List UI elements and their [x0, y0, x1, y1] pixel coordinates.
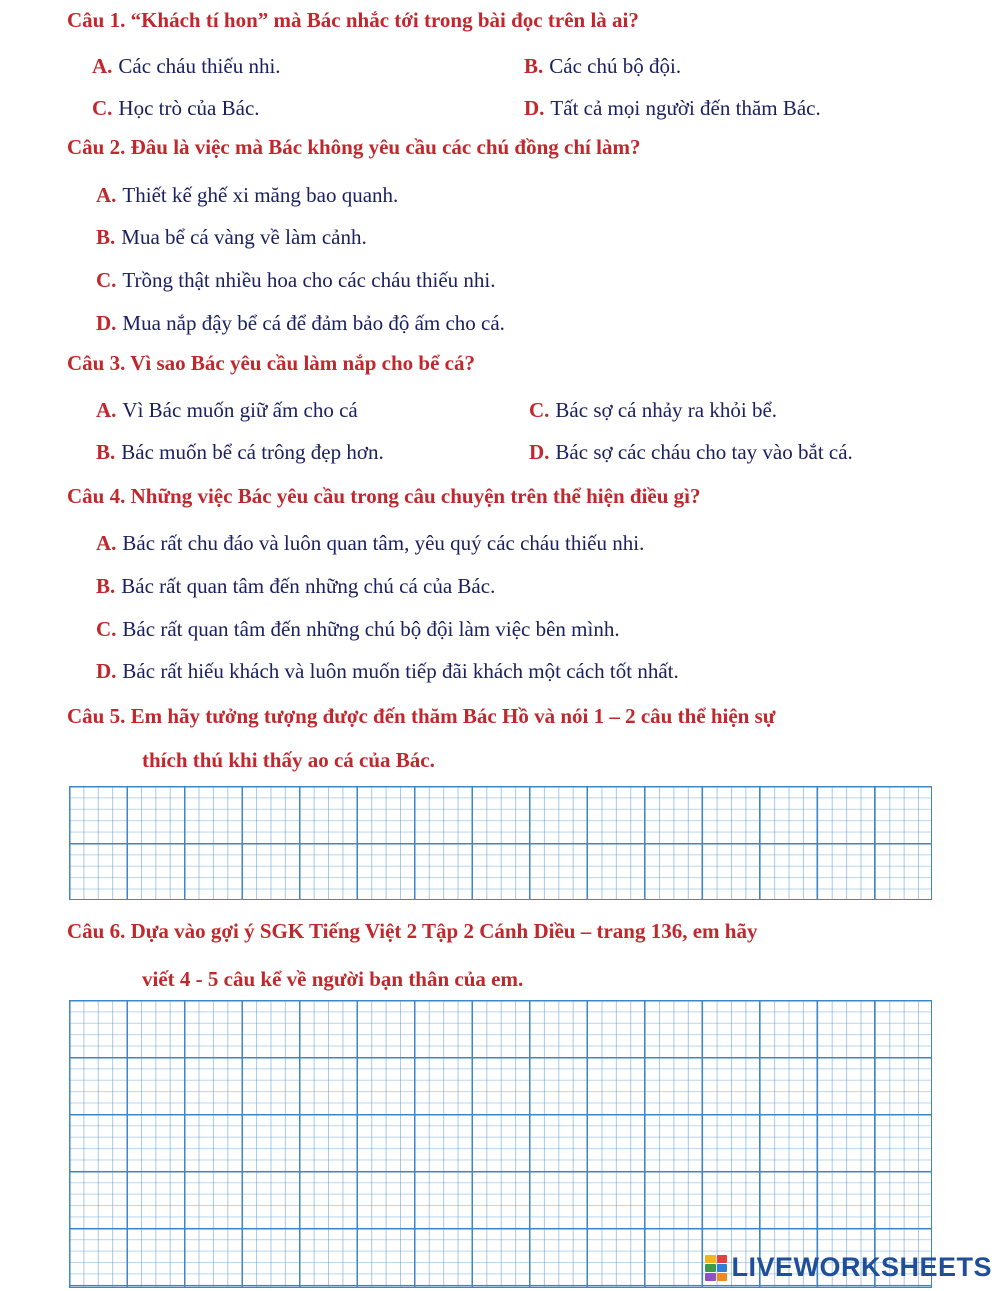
liveworksheets-logo-icon [705, 1255, 727, 1281]
q1-option-a[interactable] [92, 52, 281, 80]
option-text: Các cháu thiếu nhi. [118, 54, 281, 78]
option-letter: A. [96, 398, 117, 422]
option-letter: B. [524, 54, 544, 78]
option-letter: D. [96, 311, 117, 335]
option-letter: C. [529, 398, 550, 422]
question-5-title-continued: thích thú khi thấy ao cá của Bác. [142, 748, 435, 772]
logo-square [717, 1264, 728, 1272]
logo-square [717, 1255, 728, 1263]
q2-option-d[interactable] [96, 309, 505, 337]
option-text: Thiết kế ghế xi măng bao quanh. [122, 183, 399, 207]
option-text: Bác rất quan tâm đến những chú cá của Bác. [121, 574, 496, 598]
q2-option-c[interactable] [96, 266, 495, 294]
option-text: Bác rất hiếu khách và luôn muốn tiếp đãi khách một cách tốt nhất. [122, 659, 679, 683]
question-6-title: Câu 6. Dựa vào gợi ý SGK Tiếng Việt 2 Tập 2 Cánh Diều – trang 136, em hãy [67, 919, 758, 943]
option-letter: C. [96, 617, 117, 641]
q1-option-b[interactable] [524, 52, 681, 80]
q4-option-b[interactable] [96, 572, 495, 600]
q3-option-d[interactable] [529, 438, 853, 466]
option-text: Bác muốn bể cá trông đẹp hơn. [121, 440, 384, 464]
q4-option-d[interactable] [96, 657, 679, 685]
option-text: Các chú bộ đội. [549, 54, 682, 78]
option-letter: D. [529, 440, 550, 464]
question-3-title: Câu 3. Vì sao Bác yêu cầu làm nắp cho bể cá? [67, 351, 475, 375]
option-letter: A. [96, 183, 117, 207]
logo-square [705, 1264, 716, 1272]
question-1-title: Câu 1. “Khách tí hon” mà Bác nhắc tới trong bài đọc trên là ai? [67, 8, 639, 32]
option-text: Tất cả mọi người đến thăm Bác. [550, 96, 821, 120]
option-text: Bác sợ các cháu cho tay vào bắt cá. [555, 440, 853, 464]
q3-option-a[interactable] [96, 396, 358, 424]
question-5-title: Câu 5. Em hãy tưởng tượng được đến thăm Bác Hồ và nói 1 – 2 câu thể hiện sự [67, 704, 776, 728]
q3-option-b[interactable] [96, 438, 384, 466]
option-letter: C. [96, 268, 117, 292]
option-text: Mua bể cá vàng về làm cảnh. [121, 225, 367, 249]
option-text: Bác sợ cá nhảy ra khỏi bể. [555, 398, 778, 422]
logo-square [717, 1273, 728, 1281]
option-text: Trồng thật nhiều hoa cho các cháu thiếu nhi. [122, 268, 496, 292]
logo-text: LIVEWORKSHEETS [731, 1252, 992, 1282]
option-letter: A. [92, 54, 113, 78]
question-2-title: Câu 2. Đâu là việc mà Bác không yêu cầu các chú đồng chí làm? [67, 135, 641, 159]
option-letter: A. [96, 531, 117, 555]
q4-option-a[interactable] [96, 529, 644, 557]
option-text: Bác rất chu đáo và luôn quan tâm, yêu quý các cháu thiếu nhi. [122, 531, 645, 555]
option-letter: B. [96, 574, 116, 598]
q2-option-b[interactable] [96, 223, 367, 251]
q3-option-c[interactable] [529, 396, 777, 424]
option-letter: B. [96, 440, 116, 464]
logo-square [705, 1273, 716, 1281]
q1-option-c[interactable] [92, 94, 260, 122]
option-letter: B. [96, 225, 116, 249]
option-letter: C. [92, 96, 113, 120]
option-letter: D. [96, 659, 117, 683]
option-letter: D. [524, 96, 545, 120]
q6-answer-grid[interactable] [69, 1000, 932, 1288]
q5-answer-grid[interactable] [69, 786, 932, 900]
logo-square [705, 1255, 716, 1263]
option-text: Bác rất quan tâm đến những chú bộ đội làm việc bên mình. [122, 617, 620, 641]
q2-option-a[interactable] [96, 181, 398, 209]
question-6-title-continued: viết 4 - 5 câu kể về người bạn thân của em. [142, 967, 524, 991]
option-text: Học trò của Bác. [118, 96, 260, 120]
question-4-title: Câu 4. Những việc Bác yêu cầu trong câu chuyện trên thể hiện điều gì? [67, 484, 701, 508]
q1-option-d[interactable] [524, 94, 821, 122]
q4-option-c[interactable] [96, 615, 620, 643]
option-text: Mua nắp đậy bể cá để đảm bảo độ ấm cho cá. [122, 311, 505, 335]
liveworksheets-logo [705, 1252, 992, 1283]
option-text: Vì Bác muốn giữ ấm cho cá [122, 398, 358, 422]
